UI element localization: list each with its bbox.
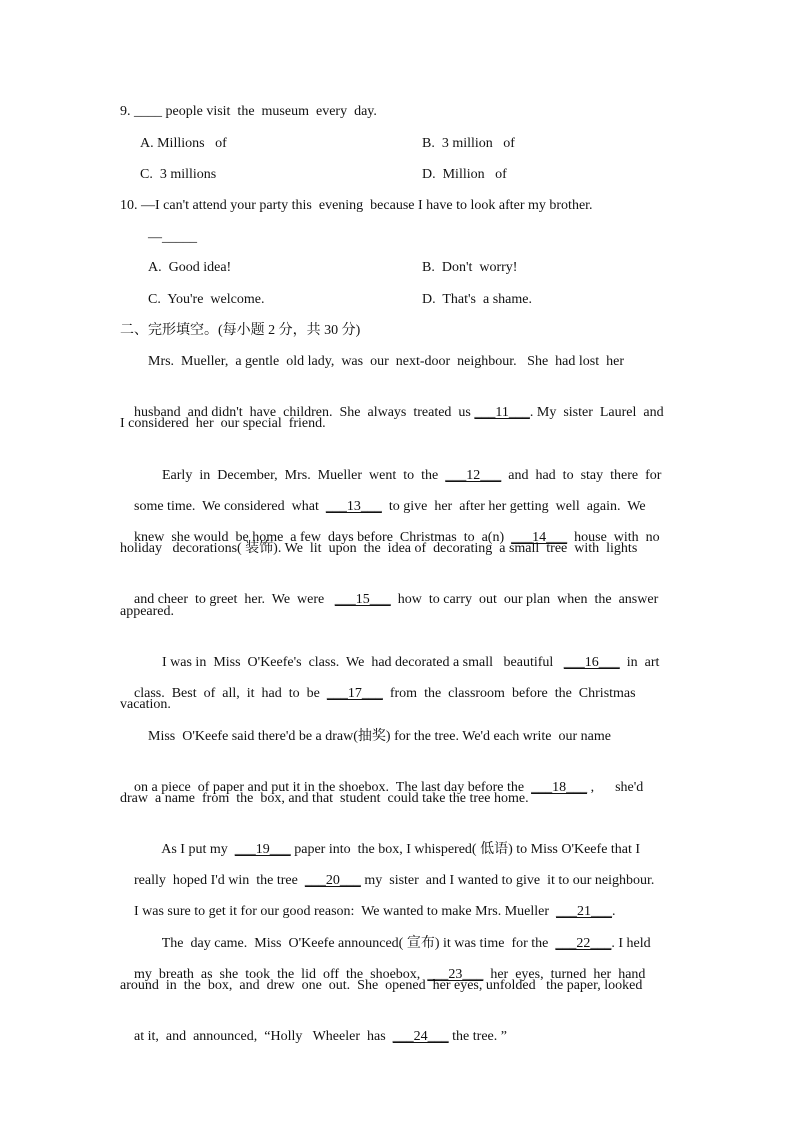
- passage-text: her eyes, turned her hand: [483, 967, 646, 982]
- passage-line: [120, 508, 675, 568]
- question-10-option-a: A. Good idea!: [148, 260, 232, 275]
- passage-text: from the classroom before the Christmas: [382, 686, 636, 701]
- blank-18: ___18___: [531, 780, 588, 795]
- passage-line: I considered her our special friend.: [120, 416, 326, 431]
- passage-text: As I put my: [161, 842, 235, 857]
- blank-17: ___17___: [326, 686, 383, 701]
- question-10-stem: 10. —I can't attend your party this evening because I have to look after my brother.: [120, 198, 593, 213]
- question-10-option-d: D. That's a shame.: [422, 292, 532, 307]
- passage-text: I was in Miss O'Keefe's class. We had decorated a small beautiful: [162, 655, 564, 670]
- blank-20: ___20___: [304, 873, 361, 888]
- blank-24: ___24___: [392, 1029, 449, 1044]
- question-9-option-a: A. Millions of: [140, 136, 227, 151]
- passage-text: class. Best of all, it had to be: [134, 686, 327, 701]
- passage-text: really hoped I'd win the tree: [134, 873, 305, 888]
- passage-text: the tree. ”: [448, 1029, 507, 1044]
- blank-14: ___14___: [511, 530, 568, 545]
- blank-22: ___22___: [555, 936, 612, 951]
- question-9-option-d: D. Million of: [422, 167, 507, 182]
- passage-line: Mrs. Mueller, a gentle old lady, was our next-door neighbour. She had lost her: [148, 354, 624, 369]
- blank-15: ___15___: [334, 592, 391, 607]
- blank-13: ___13___: [325, 499, 382, 514]
- passage-text: and had to stay there for: [501, 468, 662, 483]
- passage-text: at it, and announced, “Holly Wheeler has: [134, 1029, 393, 1044]
- passage-text: I was sure to get it for our good reason: We wanted to make Mrs. Mueller: [134, 904, 557, 919]
- passage-line: holiday decorations( 装饰). We lit upon the idea of decorating a small tree with lights: [120, 541, 638, 556]
- blank-16: ___16___: [563, 655, 620, 670]
- passage-text: Early in December, Mrs. Mueller went to the: [162, 468, 446, 483]
- question-10-reply-blank: —_____: [148, 230, 197, 245]
- passage-text: and cheer to greet her. We were: [134, 592, 335, 607]
- passage-text: on a piece of paper and put it in the shoebox. The last day before the: [134, 780, 532, 795]
- passage-line: [120, 383, 675, 443]
- passage-line: around in the box, and drew one out. She opened her eyes, unfolded the paper, looked: [120, 978, 643, 993]
- passage-line: [120, 1007, 675, 1067]
- question-9-option-b: B. 3 million of: [422, 136, 515, 151]
- passage-text: husband and didn't have children. She always treated us: [134, 405, 475, 420]
- passage-line: appeared.: [120, 604, 175, 619]
- passage-line: [120, 758, 675, 818]
- passage-text: my breath as she took the lid off the shoebox,: [134, 967, 428, 982]
- blank-23: ___23___: [427, 967, 484, 982]
- passage-line: Miss O'Keefe said there'd be a draw(抽奖) for the tree. We'd each write our name: [148, 729, 611, 744]
- passage-line: [120, 945, 675, 1005]
- passage-line: [120, 664, 675, 724]
- passage-text: house with no: [567, 530, 660, 545]
- passage-text: .: [612, 904, 616, 919]
- blank-21: ___21___: [556, 904, 613, 919]
- passage-line: draw a name from the box, and that student could take the tree home.: [120, 791, 529, 806]
- question-9-option-c: C. 3 millions: [140, 167, 217, 182]
- passage-text: knew she would be home a few days before Christmas to a(n): [134, 530, 512, 545]
- passage-text: . My sister Laurel and: [529, 405, 664, 420]
- blank-19: ___19___: [234, 842, 291, 857]
- passage-text: some time. We considered what: [134, 499, 326, 514]
- passage-text: how to carry out our plan when the answer: [390, 592, 659, 607]
- question-9-stem: 9. ____ people visit the museum every day.: [120, 104, 377, 119]
- question-10-option-c: C. You're welcome.: [148, 292, 265, 307]
- passage-text: . I held: [611, 936, 651, 951]
- passage-text: my sister and I wanted to give it to our neighbour.: [360, 873, 655, 888]
- passage-text: The day came. Miss O'Keefe announced( 宣布) it was time for the: [161, 936, 556, 951]
- passage-line: vacation.: [120, 697, 171, 712]
- section-2-heading: 二、完形填空。(每小题 2 分，共 30 分): [120, 323, 361, 338]
- blank-12: ___12___: [445, 468, 502, 483]
- passage-text: in art: [619, 655, 660, 670]
- passage-text: to give her after her getting well again. We: [381, 499, 646, 514]
- question-10-option-b: B. Don't worry!: [422, 260, 518, 275]
- passage-text: paper into the box, I whispered( 低语) to Miss O'Keefe that I: [290, 842, 641, 857]
- passage-text: , she'd: [587, 780, 644, 795]
- blank-11: ___11___: [474, 405, 530, 420]
